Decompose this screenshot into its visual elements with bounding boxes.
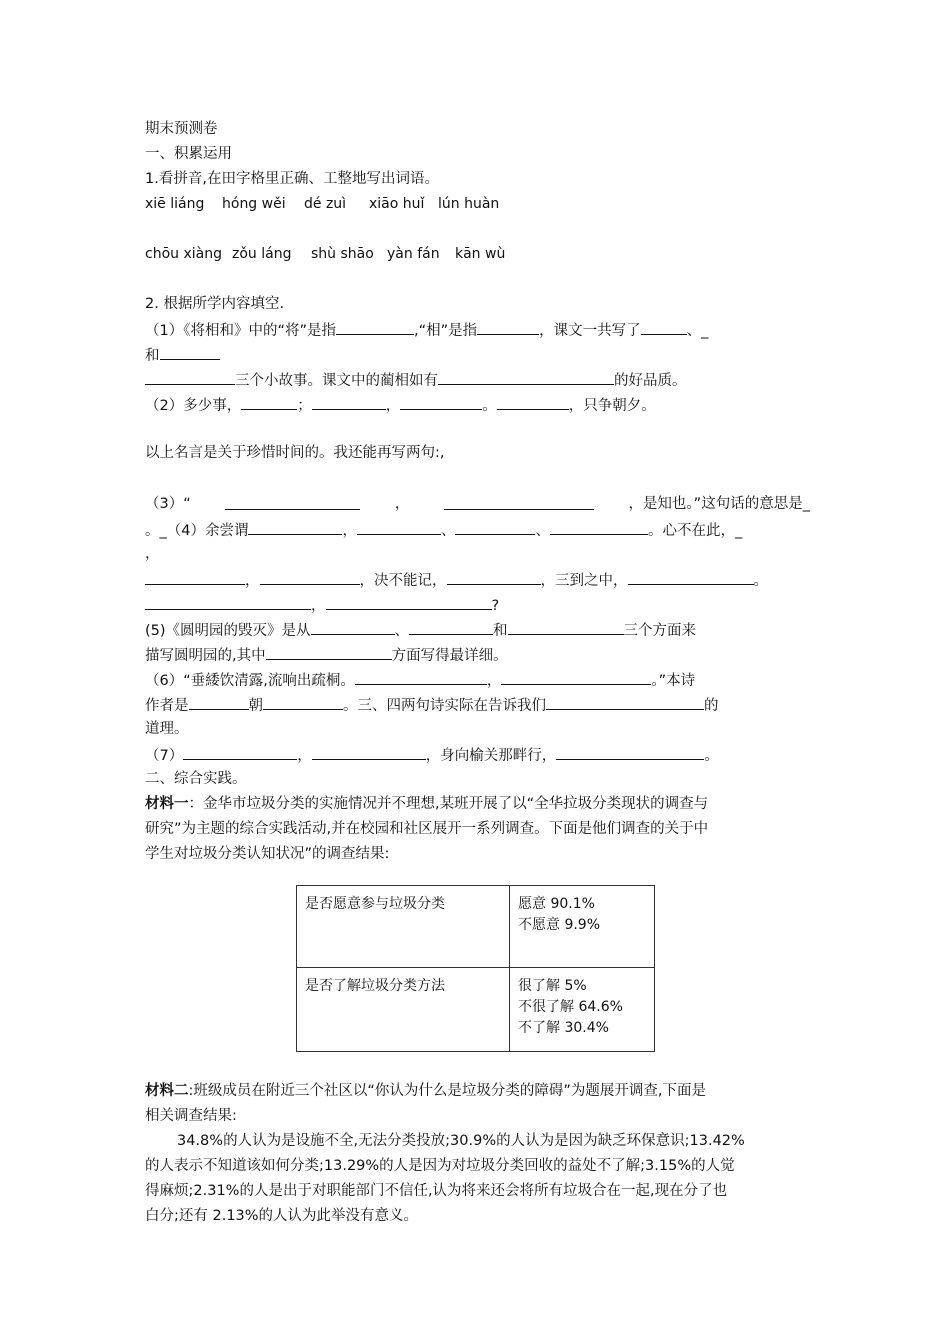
question-cell: 是否愿意参与垃圾分类 [297, 886, 510, 968]
q2-part3-line1: （3）“ ， ，是知也。”这句话的意思是_ [145, 496, 810, 512]
q2-part5-line2: 描写圆明园的,其中 方面写得最详细。 [145, 644, 810, 666]
answer-blank[interactable] [501, 669, 651, 685]
section1-heading: 一、积累运用 [145, 146, 232, 162]
q2-prompt: 2. 根据所学内容填空. [145, 296, 285, 312]
q2-part6-line2: 作者是 朝 。三、四两句诗实际在告诉我们 的 [145, 694, 810, 716]
pinyin-6: chōu xiàng [145, 246, 222, 262]
answer-cell: 很了解 5% 不很了解 64.6% 不了解 30.4% [510, 968, 655, 1052]
answer-blank[interactable] [248, 519, 342, 535]
answer-blank[interactable] [225, 494, 360, 510]
answer-blank[interactable] [241, 394, 297, 410]
answer-blank[interactable] [556, 744, 704, 760]
pinyin-2: hóng wěi [222, 196, 286, 212]
answer-blank[interactable] [312, 744, 426, 760]
q2-part3-line5: ， ? [145, 594, 810, 616]
material1-line1: 材料一：金华市垃圾分类的实施情况并不理想,某班开展了以“全华拉圾分类现状的调查与 [145, 796, 709, 812]
q2-part2-note: 以上名言是关于珍惜时间的。我还能再写两句:, [145, 445, 445, 461]
q2-part3-line4: ， ，决不能记， ，三到之中， 。 [145, 569, 810, 591]
table-row [297, 968, 655, 1052]
answer-blank[interactable] [336, 319, 414, 335]
question-cell: 是否了解垃圾分类方法 [297, 968, 510, 1052]
answer-blank[interactable] [497, 394, 569, 410]
material1-line2: 研究”为主题的综合实践活动,并在校园和社区展开一系列调查。下面是他们调查的关于中 [145, 821, 709, 837]
answer-blank[interactable] [357, 519, 441, 535]
answer-cell: 愿意 90.1% 不愿意 9.9% [510, 886, 655, 968]
page-title: 期末预测卷 [145, 121, 218, 137]
pinyin-4: xiāo huǐ [369, 196, 425, 212]
answer-blank[interactable] [145, 569, 245, 585]
table-row [297, 886, 655, 968]
material2-body-line2: 的人表示不知道该如何分类;13.29%的人是因为对垃圾分类回收的益处不了解;3.15%的人觉 [145, 1158, 735, 1174]
answer-blank[interactable] [477, 319, 539, 335]
q2-part6-line1: （6）“垂緌饮清露,流响出疏桐。 ， 。”本诗 [145, 669, 810, 691]
pinyin-7: zǒu láng [232, 246, 292, 262]
pinyin-5: lún huàn [438, 196, 500, 212]
q1-prompt: 1.看拼音,在田字格里正确、工整地写出词语。 [145, 171, 439, 187]
answer-blank[interactable] [641, 319, 687, 335]
answer-blank[interactable] [628, 569, 754, 585]
answer-blank[interactable] [260, 569, 360, 585]
answer-blank[interactable] [266, 644, 392, 660]
material1-label: 材料一 [145, 796, 189, 812]
pinyin-10: kān wù [455, 246, 506, 262]
q2-part1-line3: 三个小故事。课文中的蔺相如有 的好品质。 [145, 369, 810, 391]
answer-blank[interactable] [508, 619, 624, 635]
section2-heading: 二、综合实践。 [145, 771, 247, 787]
q2-part7-line: （7） ， ，身向榆关那畔行， 。 [145, 744, 810, 766]
answer-blank[interactable] [400, 394, 482, 410]
material2-line1: 材料二:班级成员在附近三个社区以“你认为什么是垃圾分类的障碍”为题展开调查,下面是 [145, 1083, 707, 1099]
material1-line3: 学生对垃圾分类认知状况”的调查结果: [145, 846, 390, 862]
answer-blank[interactable] [311, 619, 395, 635]
answer-blank[interactable] [326, 594, 492, 610]
material2-body-line1: 34.8%的人认为是设施不全,无法分类投放;30.9%的人认为是因为缺乏环保意识;13.42% [177, 1133, 745, 1149]
answer-blank[interactable] [447, 569, 541, 585]
pinyin-1: xiē liáng [145, 196, 205, 212]
answer-blank[interactable] [263, 694, 343, 710]
q2-part3-line2: 。_（4）余尝谓 ， 、 、 。心不在此，_ [145, 519, 810, 541]
survey-table [296, 885, 655, 1052]
answer-blank[interactable] [183, 744, 297, 760]
pinyin-8: shù shāo [311, 246, 374, 262]
answer-blank[interactable] [145, 594, 311, 610]
q2-part1-line2: 和 [145, 344, 810, 366]
answer-blank[interactable] [312, 394, 386, 410]
material2-body-line3: 得麻烦;2.31%的人是出于对职能部门不信任,认为将来还会将所有垃圾合在一起,现在分了也 [145, 1183, 728, 1199]
answer-blank[interactable] [546, 694, 704, 710]
pinyin-9: yàn fán [387, 246, 440, 262]
material2-line2: 相关调查结果: [145, 1108, 237, 1124]
answer-blank[interactable] [438, 369, 614, 385]
answer-blank[interactable] [355, 669, 487, 685]
pinyin-3: dé zuì [304, 196, 347, 212]
q2-part1-line1: （1）《将相和》中的“将”是指 ,“相”是指 ，课文一共写了 、_ [145, 319, 810, 341]
answer-blank[interactable] [409, 619, 493, 635]
answer-blank[interactable] [160, 344, 220, 360]
material2-body-line4: 白分;还有 2.13%的人认为此举没有意义。 [145, 1208, 419, 1224]
answer-blank[interactable] [455, 519, 535, 535]
q2-part5-line1: (5)《圆明园的毁灭》是从 、 和 三个方面来 [145, 619, 810, 641]
material2-label: 材料二 [145, 1083, 189, 1099]
q2-part6-line3: 道理。 [145, 721, 189, 737]
answer-blank[interactable] [145, 369, 235, 385]
answer-blank[interactable] [444, 494, 594, 510]
q2-part3-line3: ， [145, 546, 160, 562]
q2-part2-line: （2）多少事， ； ， 。 ，只争朝夕。 [145, 394, 810, 416]
answer-blank[interactable] [189, 694, 249, 710]
answer-blank[interactable] [550, 519, 648, 535]
